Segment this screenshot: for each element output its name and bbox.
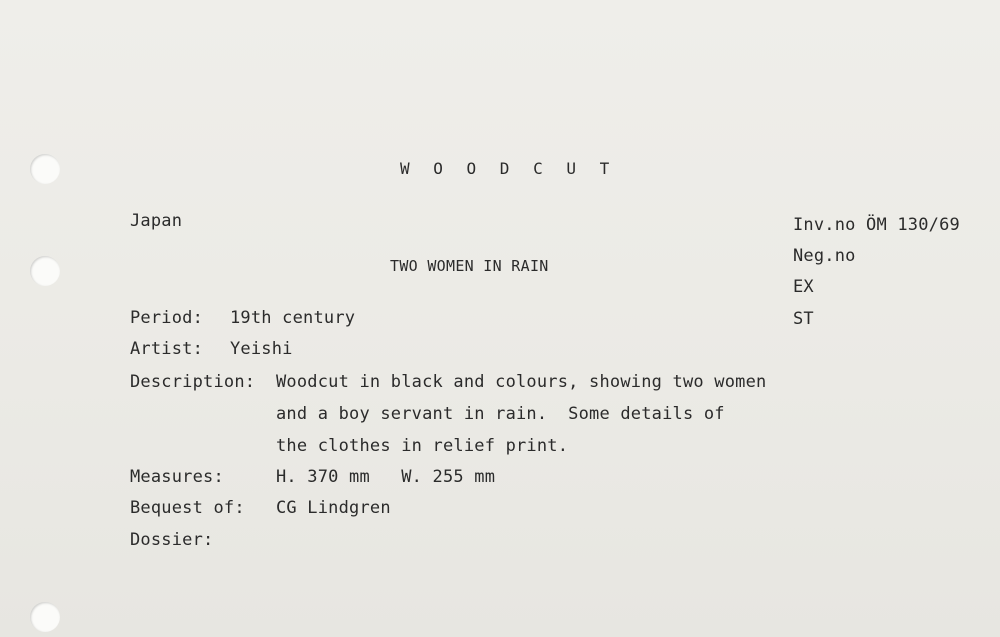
st-mark: ST [793,309,814,329]
description-label: Description: [130,372,256,392]
description-line: the clothes in relief print. [276,436,569,456]
inventory-number: Inv.no ÖM 130/69 [793,215,960,235]
ex-mark: EX [793,277,814,297]
punch-hole-middle [30,256,60,286]
artist-value: Yeishi [230,339,293,359]
period-label: Period: [130,308,204,328]
card-title: W O O D C U T [400,159,617,178]
measures-label: Measures: [130,467,224,487]
country: Japan [130,211,183,231]
measures-value: H. 370 mm W. 255 mm [276,467,496,487]
bequest-value: CG Lindgren [276,498,391,518]
subject-title: TWO WOMEN IN RAIN [390,257,549,275]
bequest-label: Bequest of: [130,498,245,518]
artist-label: Artist: [130,339,204,359]
period-value: 19th century [230,308,356,328]
punch-hole-top [30,154,60,184]
punch-hole-bottom [30,602,60,632]
negative-number: Neg.no [793,246,856,266]
description-line: Woodcut in black and colours, showing two women [276,372,767,392]
description-line: and a boy servant in rain. Some details of [276,404,725,424]
dossier-label: Dossier: [130,530,214,550]
